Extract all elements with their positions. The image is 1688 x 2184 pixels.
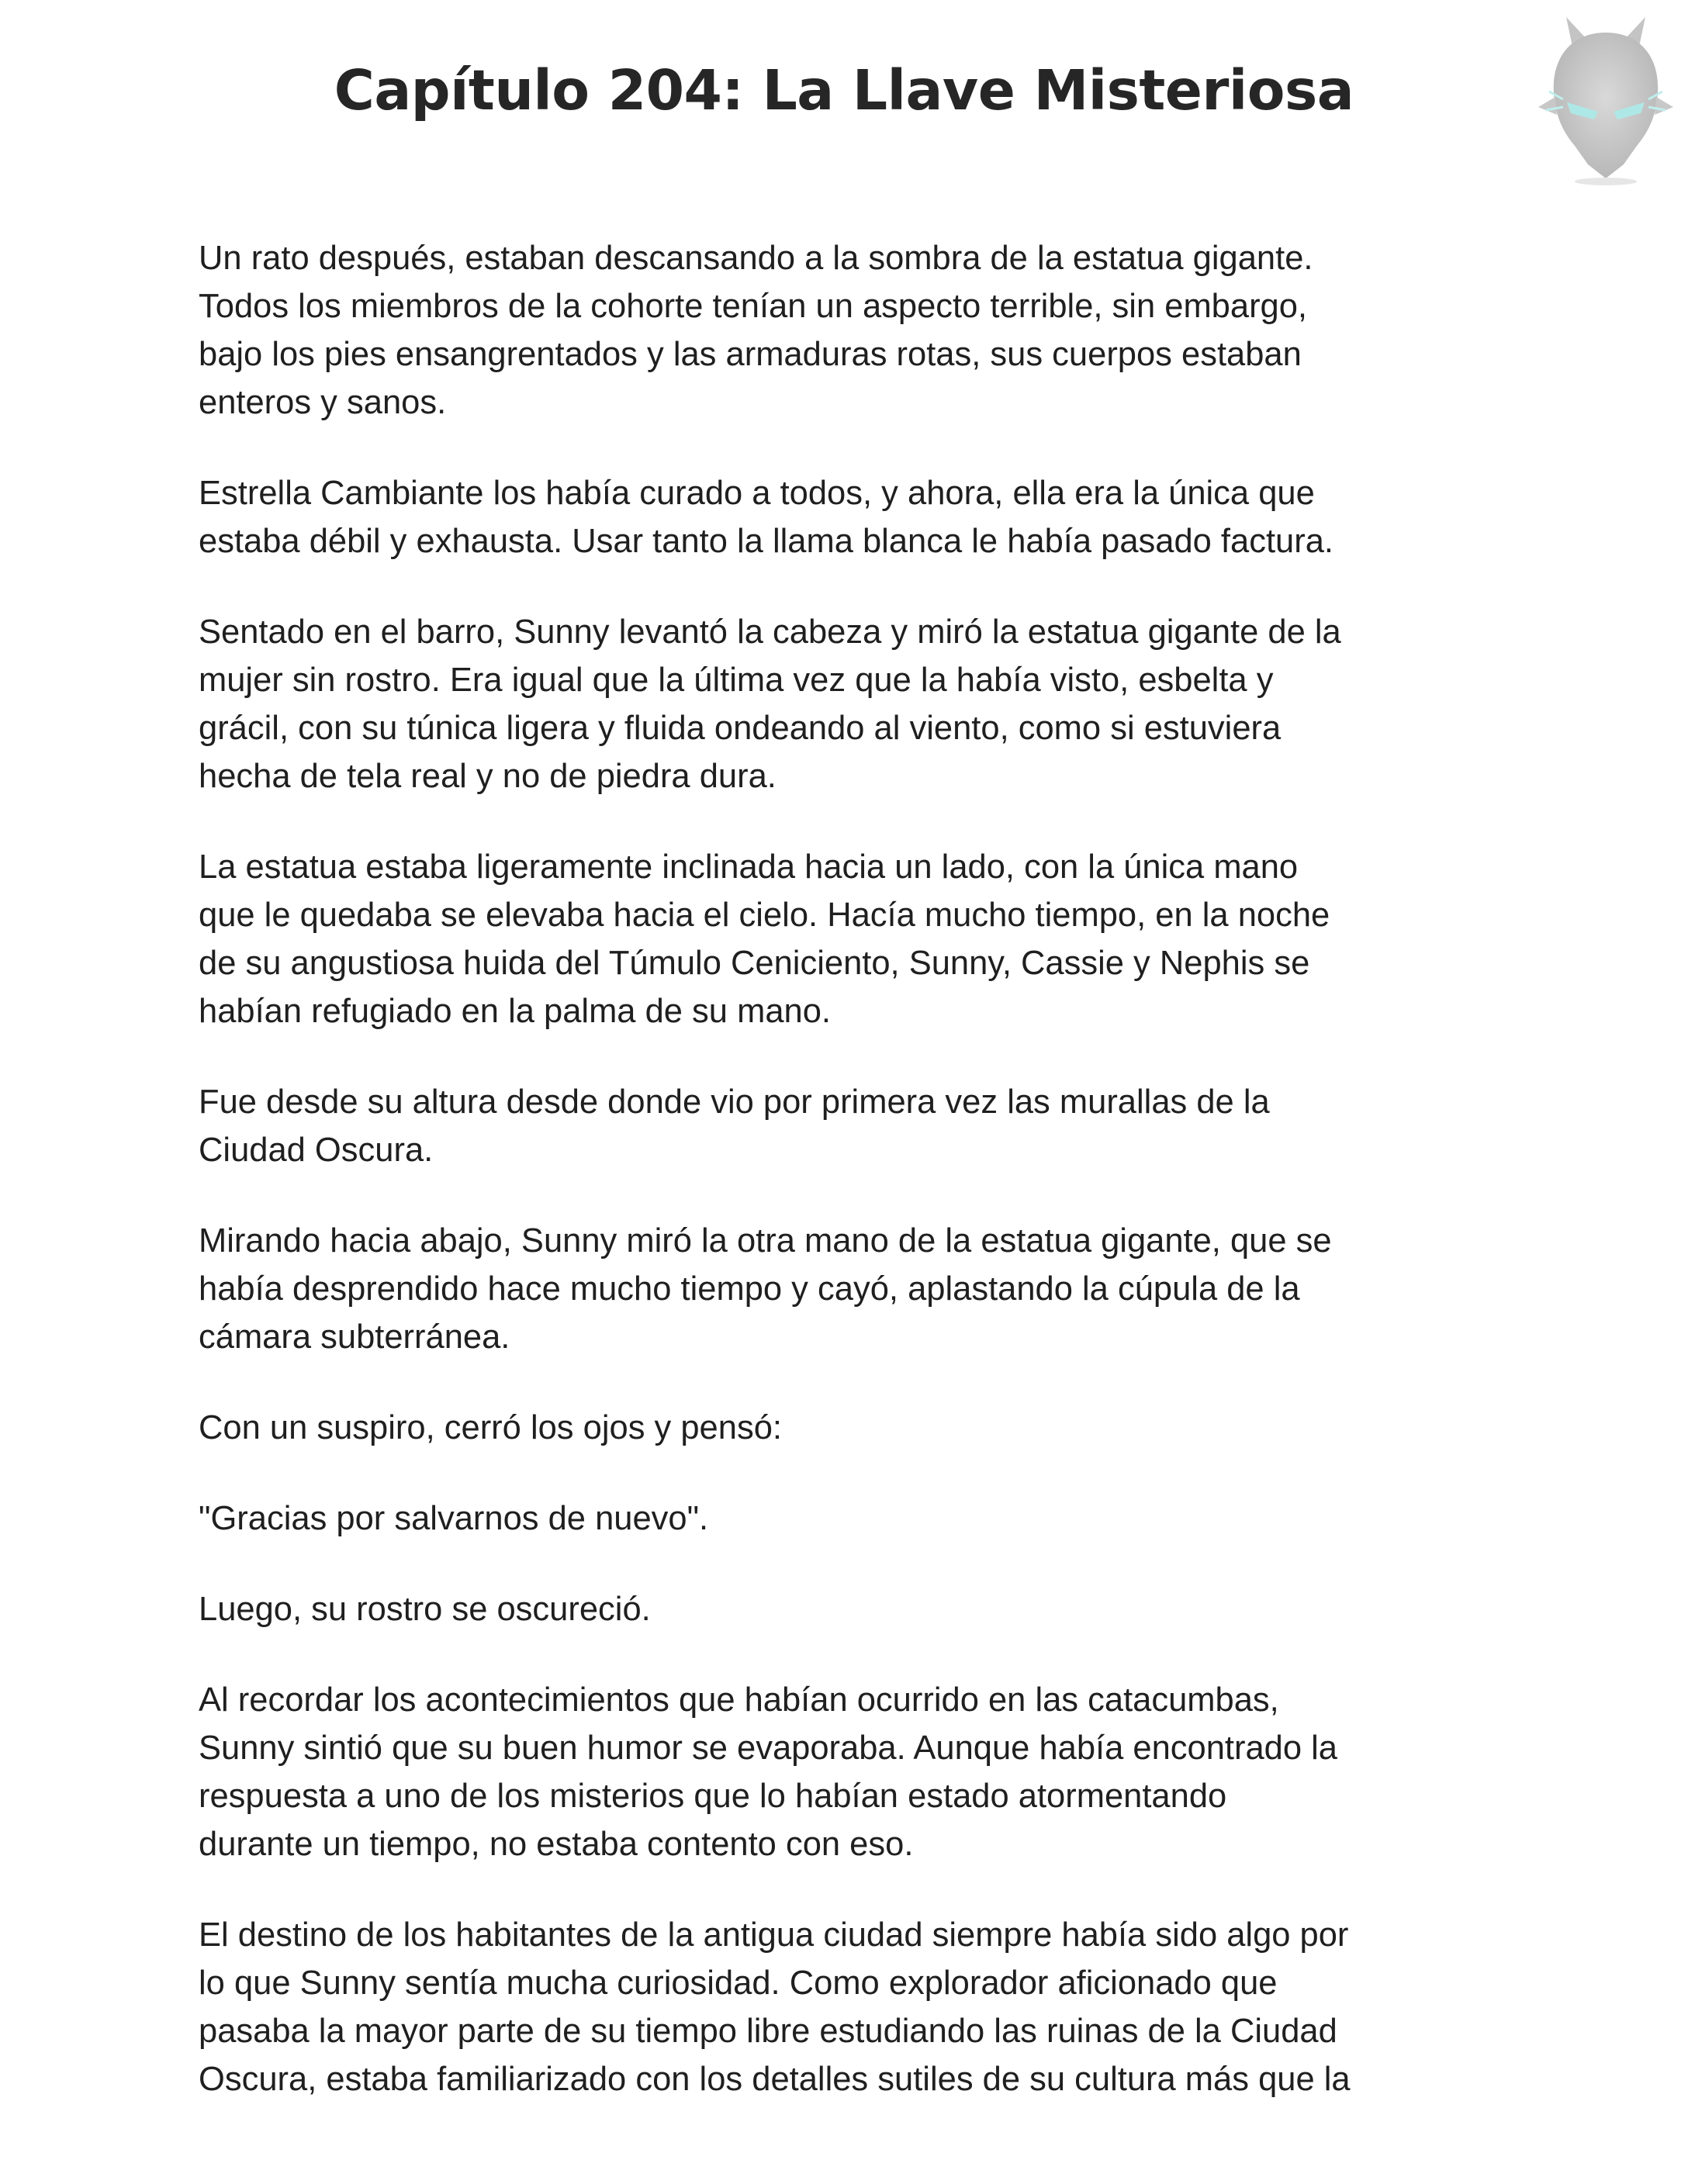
paragraph: Al recordar los acontecimientos que habían ocurrido en las catacumbas, Sunny sintió que su buen humor se evaporaba. Aunque había encontrado la respuesta a uno de los misterios que lo habían estado atormentando durante un tiempo, no estaba contento con eso.	[199, 1681, 1337, 1863]
paragraph: Luego, su rostro se oscureció.	[199, 1591, 651, 1628]
paragraph: Fue desde su altura desde donde vio por primera vez las murallas de la Ciudad Oscura.	[199, 1083, 1270, 1169]
paragraph: Mirando hacia abajo, Sunny miró la otra mano de la estatua gigante, que se había desprendido hace mucho tiempo y cayó, aplastando la cúpula de la cámara subterránea.	[199, 1222, 1332, 1356]
paragraph: Sentado en el barro, Sunny levantó la cabeza y miró la estatua gigante de la mujer sin rostro. Era igual que la última vez que la había visto, esbelta y grácil, con su túnica ligera y fluida ondeando al viento, como si estuviera hecha de tela real y no de piedra dura.	[199, 613, 1341, 795]
paragraph: El destino de los habitantes de la antigua ciudad siempre había sido algo por lo que Sunny sentía mucha curiosidad. Como explorador aficionado que pasaba la mayor parte de su tiempo libre estudiando las ruinas de la Ciudad Oscura, estaba familiarizado con los detalles sutiles de su cultura más que la	[199, 1916, 1351, 2098]
chapter-title: Capítulo 204: La Llave Misteriosa	[334, 58, 1354, 123]
paragraph: La estatua estaba ligeramente inclinada hacia un lado, con la única mano que le quedaba se elevaba hacia el cielo. Hacía mucho tiempo, en la noche de su angustiosa huida del Túmulo Ceniciento, Sunny, Cassie y Nephis se habían refugiado en la palma de su mano.	[199, 848, 1330, 1030]
demon-head-icon	[1532, 16, 1679, 186]
paragraph: Con un suspiro, cerró los ojos y pensó:	[199, 1409, 782, 1446]
paragraph: Un rato después, estaban descansando a la sombra de la estatua gigante. Todos los miembros de la cohorte tenían un aspecto terrible, sin embargo, bajo los pies ensangrentados y las armaduras rotas, sus cuerpos estaban enteros y sanos.	[199, 240, 1313, 421]
chapter-body	[199, 234, 1517, 2146]
paragraph: "Gracias por salvarnos de nuevo".	[199, 1500, 709, 1537]
paragraph: Estrella Cambiante los había curado a todos, y ahora, ella era la única que estaba débil y exhausta. Usar tanto la llama blanca le había pasado factura.	[199, 475, 1334, 560]
